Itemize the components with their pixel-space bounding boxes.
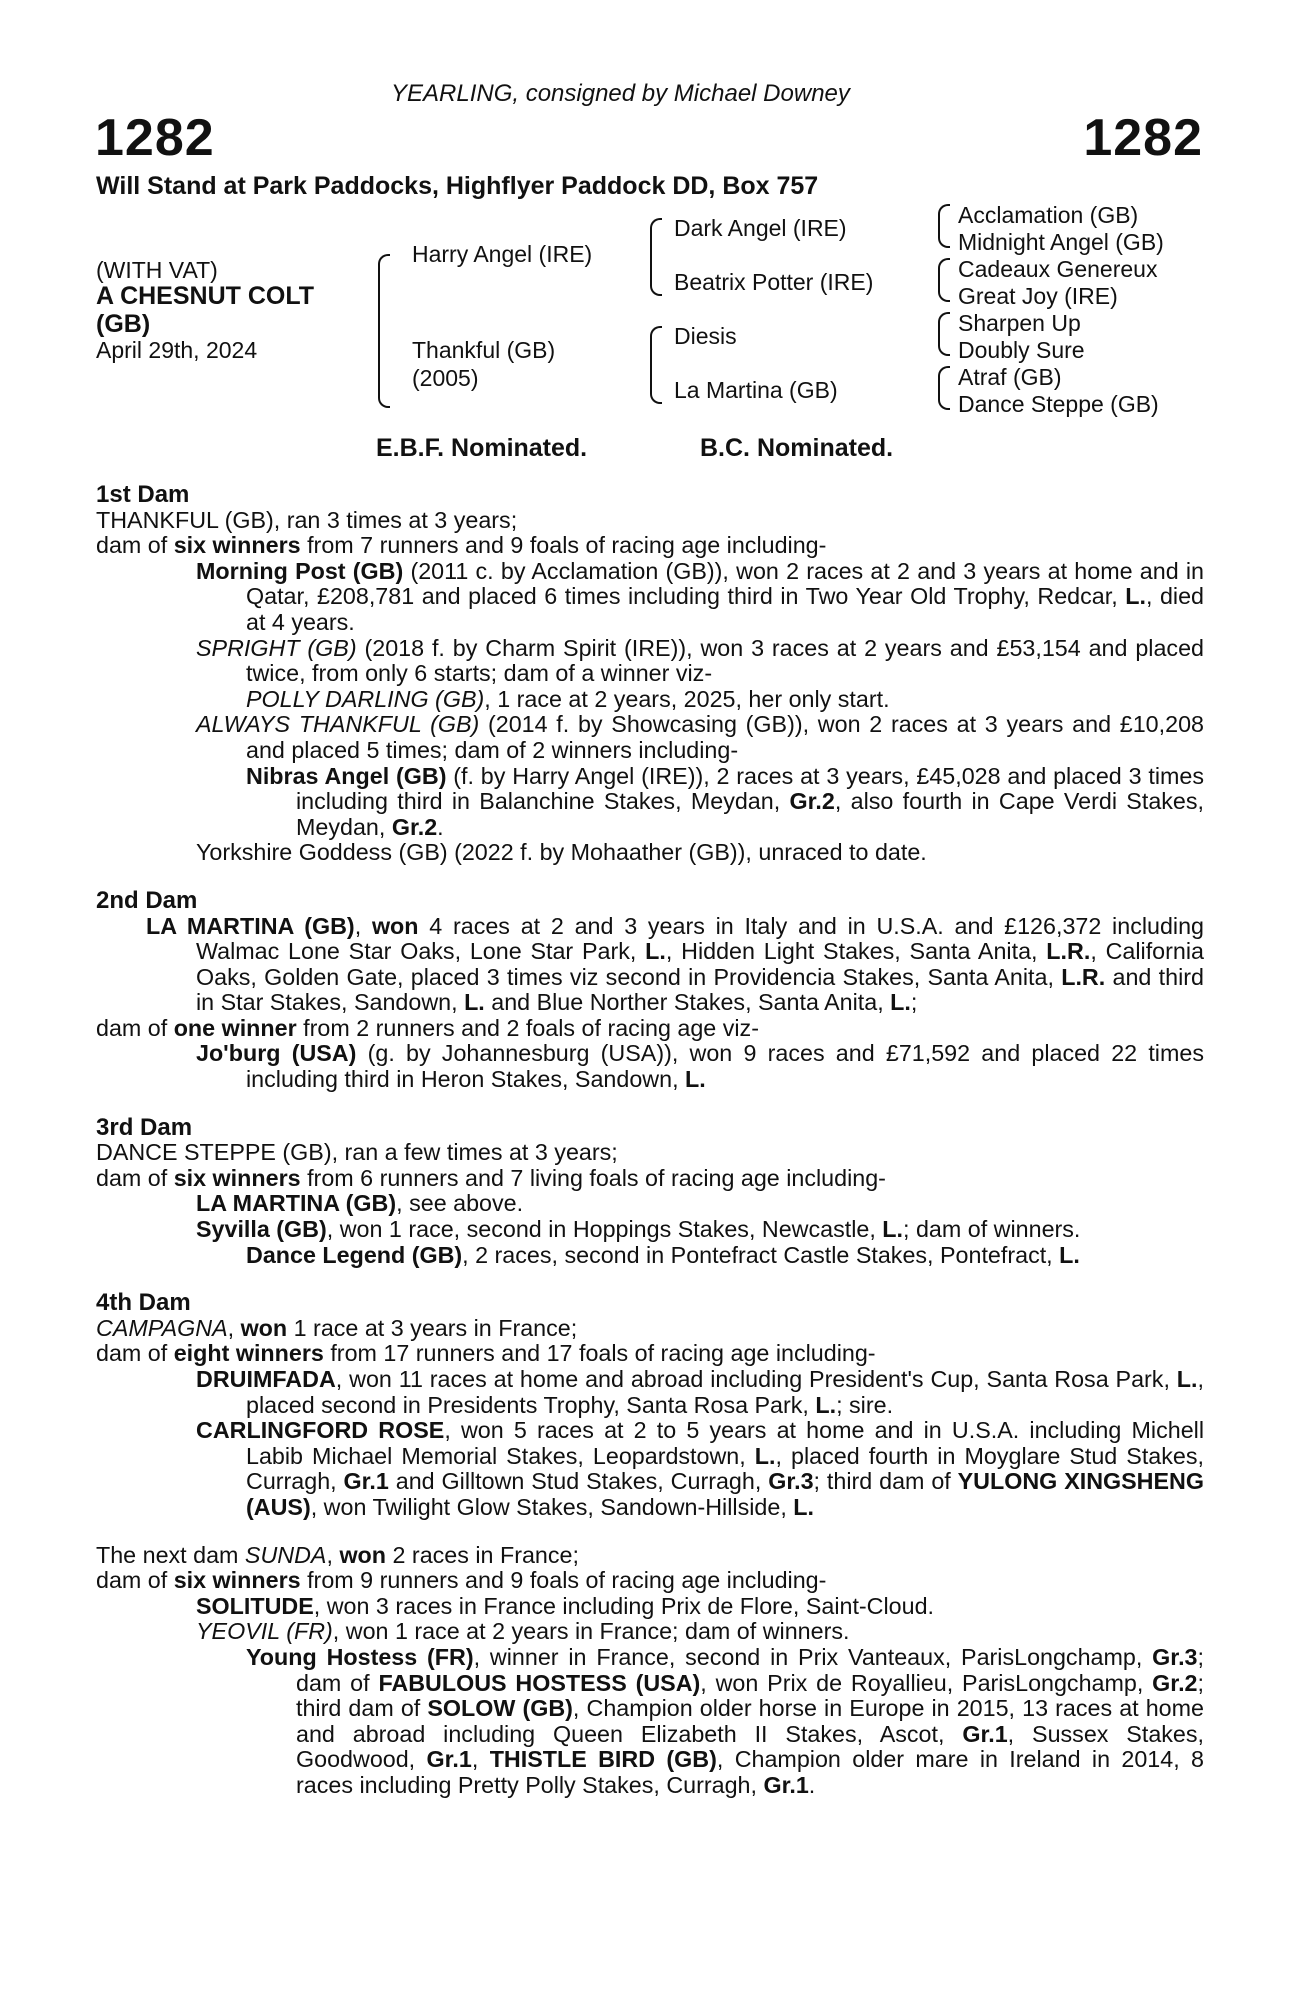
text-run: , won 1 race at 2 years in France; dam of winners. — [332, 1618, 850, 1645]
text-run: ; dam of winners. — [903, 1216, 1081, 1243]
entry-paragraph — [96, 1191, 1204, 1217]
sire-sire: Dark Angel (IRE) — [674, 215, 847, 241]
entry-paragraph — [96, 1645, 1204, 1799]
brace-gen3-5 — [938, 312, 950, 336]
brace-gen2-a — [650, 218, 662, 262]
text-run: dam of — [96, 1567, 174, 1594]
italic-text: SPRIGHT (GB) — [196, 634, 357, 661]
text-run: , won 5 races at 2 to 5 years at home and in U.S.A. including Michell Labib Michael Memorial Stakes, Leopardstown, — [246, 1417, 1204, 1469]
lot-number-left: 1282 — [95, 109, 215, 167]
entry-paragraph — [96, 559, 1204, 636]
bold-text: Gr.1 — [962, 1720, 1008, 1747]
text-run: 4 races at 2 and 3 years in Italy and in U.S.A. and £126,372 including Walmac Lone Star Oaks, Lone Star Park, — [196, 912, 1205, 965]
italic-text: SUNDA — [244, 1541, 327, 1568]
bold-text: Gr.2 — [789, 788, 835, 815]
text-run: from 17 runners and 17 foals of racing age including- — [323, 1340, 876, 1367]
italic-text: YEOVIL (FR) — [196, 1618, 333, 1645]
entry-paragraph — [96, 1140, 1204, 1166]
dam-section — [96, 888, 1204, 1093]
text-run: ; third dam of — [296, 1669, 1204, 1722]
entry-paragraph — [96, 840, 1204, 866]
text-run: 1 race at 3 years in France; — [287, 1314, 578, 1341]
catalogue-body — [96, 482, 1204, 1799]
bold-text: THISTLE BIRD (GB) — [489, 1746, 717, 1773]
entry-paragraph — [96, 1341, 1204, 1367]
entry-paragraph — [96, 1166, 1204, 1192]
bold-text: won — [339, 1541, 387, 1568]
bold-text: L. — [464, 989, 485, 1016]
bold-text: FABULOUS HOSTESS (USA) — [378, 1669, 701, 1696]
gen3-6: Doubly Sure — [958, 337, 1085, 363]
bold-text: Nibras Angel (GB) — [246, 762, 447, 789]
entry-paragraph — [96, 1016, 1204, 1042]
stand-location: Will Stand at Park Paddocks, Highflyer Paddock DD, Box 757 — [96, 172, 819, 200]
text-run: DANCE STEPPE (GB), ran a few times at 3 years; — [96, 1139, 618, 1166]
text-run: , 2 races, second in Pontefract Castle Stakes, Pontefract, — [462, 1241, 1060, 1268]
bold-text: L. — [882, 1216, 904, 1243]
text-run: ; — [910, 989, 918, 1016]
text-run: (g. by Johannesburg (USA)), won 9 races and £71,592 and placed 22 times including third in Heron Stakes, Sandown, — [246, 1040, 1204, 1093]
bold-text: L.R. — [1046, 938, 1091, 965]
gen3-5: Sharpen Up — [958, 310, 1081, 336]
bold-text: Gr.3 — [1152, 1643, 1198, 1670]
entry-paragraph — [96, 1041, 1204, 1092]
entry-paragraph — [96, 1619, 1204, 1645]
bold-text: Young Hostess (FR) — [246, 1643, 474, 1670]
bold-text: six winners — [173, 1567, 301, 1594]
entry-paragraph — [96, 1568, 1204, 1594]
brace-gen2-c — [650, 326, 662, 370]
text-run: (2014 f. by Showcasing (GB)), won 2 races at 3 years and £10,208 and placed 5 times; dam of 2 winners including- — [246, 711, 1204, 763]
bold-text: six winners — [173, 1164, 301, 1191]
bold-text: LA MARTINA (GB) — [196, 1190, 397, 1217]
brace-gen3-2 — [938, 226, 950, 248]
text-run: from 6 runners and 7 living foals of racing age including- — [300, 1164, 886, 1191]
foaling-date: April 29th, 2024 — [96, 337, 258, 363]
text-run: , winner in France, second in Prix Vanteaux, ParisLongchamp, — [473, 1643, 1153, 1670]
bold-text: L. — [1125, 583, 1146, 610]
text-run: ; third dam of — [813, 1468, 958, 1495]
text-run: and Blue Norther Stakes, Santa Anita, — [484, 989, 891, 1016]
bold-text: L.R. — [1061, 963, 1106, 990]
bold-text: L. — [793, 1493, 814, 1520]
entry-paragraph — [96, 508, 1204, 534]
text-run: and Gilltown Stud Stakes, Curragh, — [388, 1468, 769, 1495]
sire: Harry Angel (IRE) — [412, 241, 593, 267]
horse-country: (GB) — [96, 310, 151, 338]
dam-section — [96, 1115, 1204, 1269]
dam-section — [96, 482, 1204, 866]
dam-dam: La Martina (GB) — [674, 377, 838, 403]
text-run: The next dam — [96, 1541, 245, 1568]
text-run: , won Prix de Royallieu, ParisLongchamp, — [700, 1669, 1153, 1696]
text-run: ; sire. — [836, 1391, 894, 1418]
text-run: from 2 runners and 2 foals of racing age viz- — [296, 1014, 759, 1041]
bold-text: Jo'burg (USA) — [196, 1040, 357, 1067]
sire-dam: Beatrix Potter (IRE) — [674, 269, 874, 295]
bold-text: SOLITUDE — [196, 1592, 314, 1619]
dam: Thankful (GB) — [412, 337, 556, 363]
entry-paragraph — [96, 533, 1204, 559]
entry-paragraph — [96, 687, 1204, 713]
text-run: , died at 4 years. — [246, 583, 1204, 635]
italic-text: CAMPAGNA — [96, 1314, 228, 1341]
bold-text: L. — [815, 1391, 837, 1418]
text-run: , — [326, 1541, 340, 1568]
text-run: from 9 runners and 9 foals of racing age including- — [300, 1567, 827, 1594]
entry-paragraph — [96, 914, 1204, 1016]
text-run: , won 3 races in France including Prix de Flore, Saint-Cloud. — [313, 1592, 935, 1619]
text-run: . — [437, 813, 444, 840]
bold-text: L. — [890, 989, 911, 1016]
bold-text: Gr.1 — [763, 1771, 809, 1798]
gen3-1: Acclamation (GB) — [958, 202, 1139, 228]
text-run: , won 1 race, second in Hoppings Stakes, Newcastle, — [326, 1216, 883, 1243]
bold-text: LA MARTINA (GB) — [146, 912, 355, 939]
text-run: (2018 f. by Charm Spirit (IRE)), won 3 races at 2 years and £53,154 and placed twice, from only 6 starts; dam of a winner viz- — [246, 634, 1204, 687]
dam-year: (2005) — [412, 365, 479, 391]
bold-text: eight winners — [173, 1340, 324, 1367]
text-run: , — [227, 1314, 241, 1341]
brace-gen3-1 — [938, 204, 950, 228]
bold-text: Gr.2 — [1152, 1669, 1198, 1696]
gen3-7: Atraf (GB) — [958, 364, 1062, 390]
text-run: , California Oaks, Golden Gate, placed 3 times viz second in Providencia Stakes, Santa Anita, — [196, 938, 1204, 990]
bold-text: Dance Legend (GB) — [246, 1241, 463, 1268]
brace-dam-bottom — [378, 338, 390, 408]
text-run: , Sussex Stakes, Goodwood, — [296, 1720, 1205, 1773]
bold-text: Morning Post (GB) — [196, 557, 404, 584]
text-run: dam of — [96, 1164, 174, 1191]
entry-paragraph — [96, 764, 1204, 841]
section-heading: 4th Dam — [96, 1289, 191, 1317]
bold-text: won — [371, 912, 419, 939]
brace-gen3-4 — [938, 280, 950, 302]
text-run: , placed second in Presidents Trophy, Santa Rosa Park, — [246, 1366, 1204, 1418]
text-run: , — [354, 912, 372, 939]
dam-sire: Diesis — [674, 323, 737, 349]
italic-text: ALWAYS THANKFUL (GB) — [196, 711, 480, 738]
italic-text: POLLY DARLING (GB) — [246, 685, 485, 712]
gen3-3: Cadeaux Genereux — [958, 256, 1158, 282]
text-run: dam of — [96, 1014, 174, 1041]
gen3-2: Midnight Angel (GB) — [958, 229, 1164, 255]
entry-paragraph — [96, 1543, 1204, 1569]
brace-sire-top — [378, 254, 390, 340]
bold-text: won — [240, 1314, 288, 1341]
text-run: , — [471, 1746, 490, 1773]
bold-text: L. — [754, 1442, 776, 1469]
entry-paragraph — [96, 1594, 1204, 1620]
brace-gen3-6 — [938, 334, 950, 356]
horse-description: A CHESNUT COLT — [96, 282, 315, 310]
entry-paragraph — [96, 1418, 1204, 1520]
bold-text: L. — [685, 1066, 706, 1093]
brace-gen3-8 — [938, 388, 950, 410]
bold-text: L. — [1059, 1241, 1080, 1268]
brace-gen2-d — [650, 368, 662, 404]
text-run: , Hidden Light Stakes, Santa Anita, — [665, 938, 1047, 965]
text-run: THANKFUL (GB), ran 3 times at 3 years; — [96, 506, 518, 533]
text-run: 2 races in France; — [386, 1541, 579, 1568]
entry-paragraph — [96, 1316, 1204, 1342]
lot-number-right: 1282 — [1083, 109, 1203, 167]
text-run: , placed fourth in Moyglare Stud Stakes, Curragh, — [246, 1442, 1204, 1495]
entry-paragraph — [96, 636, 1204, 687]
text-run: , also fourth in Cape Verdi Stakes, Meydan, — [296, 788, 1204, 840]
brace-gen3-7 — [938, 366, 950, 390]
bold-text: YULONG XINGSHENG (AUS) — [246, 1468, 1204, 1520]
bold-text: SOLOW (GB) — [427, 1695, 573, 1722]
consignment-line: YEARLING, consigned by Michael Downey — [391, 80, 850, 107]
ebf-nominated: E.B.F. Nominated. — [376, 434, 588, 462]
text-run: Yorkshire Goddess (GB) (2022 f. by Mohaather (GB)), unraced to date. — [196, 839, 927, 866]
bc-nominated: B.C. Nominated. — [700, 434, 894, 462]
text-run: , Champion older horse in Europe in 2015, 13 races at home and abroad including Queen Elizabeth II Stakes, Ascot, — [296, 1695, 1204, 1747]
entry-paragraph — [96, 1367, 1204, 1418]
entry-paragraph — [96, 712, 1204, 763]
text-run: dam of — [96, 532, 174, 559]
brace-gen3-3 — [938, 258, 950, 282]
bold-text: DRUIMFADA — [196, 1366, 336, 1392]
bold-text: Gr.2 — [391, 813, 438, 840]
text-run: (f. by Harry Angel (IRE)), 2 races at 3 years, £45,028 and placed 3 times including third in Balanchine Stakes, Meydan, — [296, 762, 1205, 815]
bold-text: Gr.1 — [426, 1746, 472, 1773]
text-run: , won Twilight Glow Stakes, Sandown-Hillside, — [310, 1493, 794, 1520]
text-run: ; dam of — [296, 1643, 1204, 1696]
brace-gen2-b — [650, 260, 662, 296]
text-run: . — [808, 1771, 816, 1798]
bold-text: L. — [1176, 1366, 1198, 1392]
section-heading: 3rd Dam — [96, 1113, 193, 1141]
text-run: , won 11 races at home and abroad including President's Cup, Santa Rosa Park, — [335, 1366, 1177, 1392]
gen3-8: Dance Steppe (GB) — [958, 391, 1159, 417]
bold-text: CARLINGFORD ROSE — [196, 1417, 445, 1444]
bold-text: Gr.1 — [343, 1468, 389, 1495]
entry-paragraph — [96, 1217, 1204, 1243]
text-run: (2011 c. by Acclamation (GB)), won 2 races at 2 and 3 years at home and in Qatar, £208,781 and placed 6 times including third in Two Year Old Trophy, Redcar, — [246, 557, 1204, 610]
section-heading: 2nd Dam — [96, 886, 198, 914]
text-run: and third in Star Stakes, Sandown, — [196, 963, 1204, 1016]
bold-text: Syvilla (GB) — [196, 1216, 327, 1243]
gen3-4: Great Joy (IRE) — [958, 283, 1118, 309]
vat-note: (WITH VAT) — [96, 257, 218, 283]
entry-paragraph — [96, 1243, 1204, 1269]
text-run: from 7 runners and 9 foals of racing age including- — [300, 532, 827, 559]
text-run: , see above. — [396, 1190, 524, 1217]
section-heading: 1st Dam — [96, 481, 190, 508]
text-run: , 1 race at 2 years, 2025, her only start. — [484, 685, 890, 712]
text-run: , Champion older mare in Ireland in 2014, 8 races including Pretty Polly Stakes, Curragh, — [296, 1746, 1204, 1798]
dam-section — [96, 1543, 1204, 1799]
bold-text: six winners — [173, 532, 301, 559]
text-run: dam of — [96, 1340, 174, 1367]
bold-text: L. — [645, 938, 666, 965]
dam-section — [96, 1290, 1204, 1520]
bold-text: one winner — [173, 1014, 297, 1041]
bold-text: Gr.3 — [768, 1468, 814, 1495]
